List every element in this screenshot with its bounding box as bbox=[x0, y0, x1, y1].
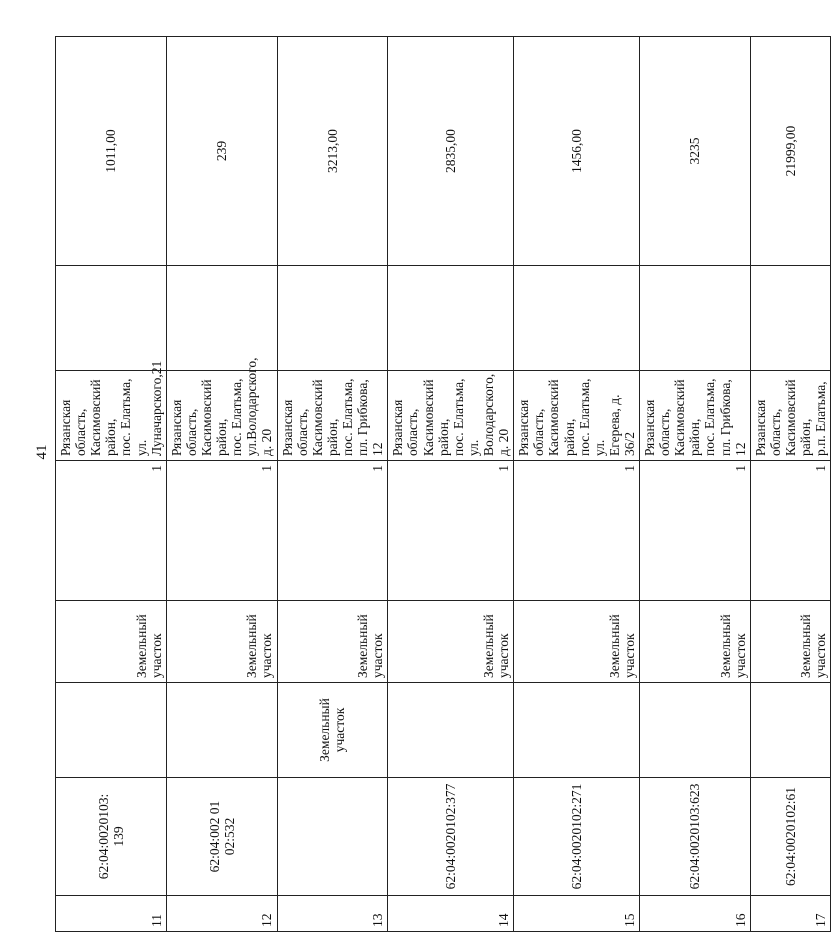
value-cell: 1456,00 bbox=[514, 37, 640, 266]
quantity-cell: 1 bbox=[56, 461, 167, 601]
value-cell: 239 bbox=[166, 37, 277, 266]
address-cell: Рязанская область, Касимовский район, пос. Елатьма, ул.Володарского, д. 20 bbox=[166, 371, 277, 461]
value-cell: 21999,00 bbox=[750, 37, 831, 266]
cadastral-number-cell: 62:04:0020103: 139 bbox=[56, 778, 167, 896]
table-row bbox=[166, 37, 277, 932]
object-type-cell: Земельный участок bbox=[388, 601, 514, 683]
cadastral-label-cell bbox=[56, 683, 167, 778]
address-cell: Рязанская область, Касимовский район, пос. Елатьма, ул. Луначарского,21 bbox=[56, 371, 167, 461]
cadastral-number-cell: 62:04:0020102:61 bbox=[750, 778, 831, 896]
cadastral-number-cell: 62:04:0020102:271 bbox=[514, 778, 640, 896]
quantity-cell: 1 bbox=[166, 461, 277, 601]
object-type-cell: Земельный участок bbox=[514, 601, 640, 683]
row-number-cell: 13 bbox=[277, 896, 388, 932]
object-type-cell: Земельный участок bbox=[750, 601, 831, 683]
row-number-cell: 12 bbox=[166, 896, 277, 932]
blank-cell bbox=[166, 266, 277, 371]
value-cell: 1011,00 bbox=[56, 37, 167, 266]
address-cell: Рязанская область, Касимовский район, пос. Елатьма, пл. Грибкова, 12 bbox=[640, 371, 751, 461]
cadastral-label-cell bbox=[166, 683, 277, 778]
table-row bbox=[56, 37, 167, 932]
cadastral-label-cell bbox=[514, 683, 640, 778]
row-number-cell: 15 bbox=[514, 896, 640, 932]
quantity-cell: 1 bbox=[514, 461, 640, 601]
address-cell: Рязанская область, Касимовский район, пос. Елатьма, ул. Володарского, д. 20 bbox=[388, 371, 514, 461]
cadastral-label-cell: Земельный участок bbox=[277, 683, 388, 778]
value-cell: 3213,00 bbox=[277, 37, 388, 266]
blank-cell bbox=[750, 266, 831, 371]
cadastral-label-cell bbox=[388, 683, 514, 778]
address-cell: Рязанская область, Касимовский район, пос. Елатьма, ул. Егерева, д. 36/2 bbox=[514, 371, 640, 461]
cadastral-number-cell: 62:04:002 01 02:532 bbox=[166, 778, 277, 896]
page-number: 41 bbox=[34, 444, 50, 460]
property-table bbox=[55, 36, 831, 932]
row-number-cell: 11 bbox=[56, 896, 167, 932]
cadastral-label-cell bbox=[750, 683, 831, 778]
table-row bbox=[388, 37, 514, 932]
blank-cell bbox=[388, 266, 514, 371]
quantity-cell: 1 bbox=[388, 461, 514, 601]
row-number-cell: 14 bbox=[388, 896, 514, 932]
table-row bbox=[514, 37, 640, 932]
quantity-cell: 1 bbox=[750, 461, 831, 601]
cadastral-label-cell bbox=[640, 683, 751, 778]
table-row bbox=[277, 37, 388, 932]
object-type-cell: Земельный участок bbox=[56, 601, 167, 683]
blank-cell bbox=[514, 266, 640, 371]
value-cell: 2835,00 bbox=[388, 37, 514, 266]
object-type-cell: Земельный участок bbox=[277, 601, 388, 683]
blank-cell bbox=[56, 266, 167, 371]
value-cell: 3235 bbox=[640, 37, 751, 266]
object-type-cell: Земельный участок bbox=[640, 601, 751, 683]
quantity-cell: 1 bbox=[277, 461, 388, 601]
address-cell: Рязанская область, Касимовский район, пос. Елатьма, пл. Грибкова, 12 bbox=[277, 371, 388, 461]
object-type-cell: Земельный участок bbox=[166, 601, 277, 683]
cadastral-number-cell: 62:04:0020103:623 bbox=[640, 778, 751, 896]
table-body bbox=[56, 37, 831, 932]
quantity-cell: 1 bbox=[640, 461, 751, 601]
cadastral-number-cell bbox=[277, 778, 388, 896]
table-row bbox=[750, 37, 831, 932]
blank-cell bbox=[640, 266, 751, 371]
cadastral-number-cell: 62:04:0020102:377 bbox=[388, 778, 514, 896]
row-number-cell: 17 bbox=[750, 896, 831, 932]
blank-cell bbox=[277, 266, 388, 371]
table-row bbox=[640, 37, 751, 932]
property-table-frame bbox=[55, 37, 829, 932]
address-cell: Рязанская область, Касимовский район, р.п. Елатьма, bbox=[750, 371, 831, 461]
row-number-cell: 16 bbox=[640, 896, 751, 932]
